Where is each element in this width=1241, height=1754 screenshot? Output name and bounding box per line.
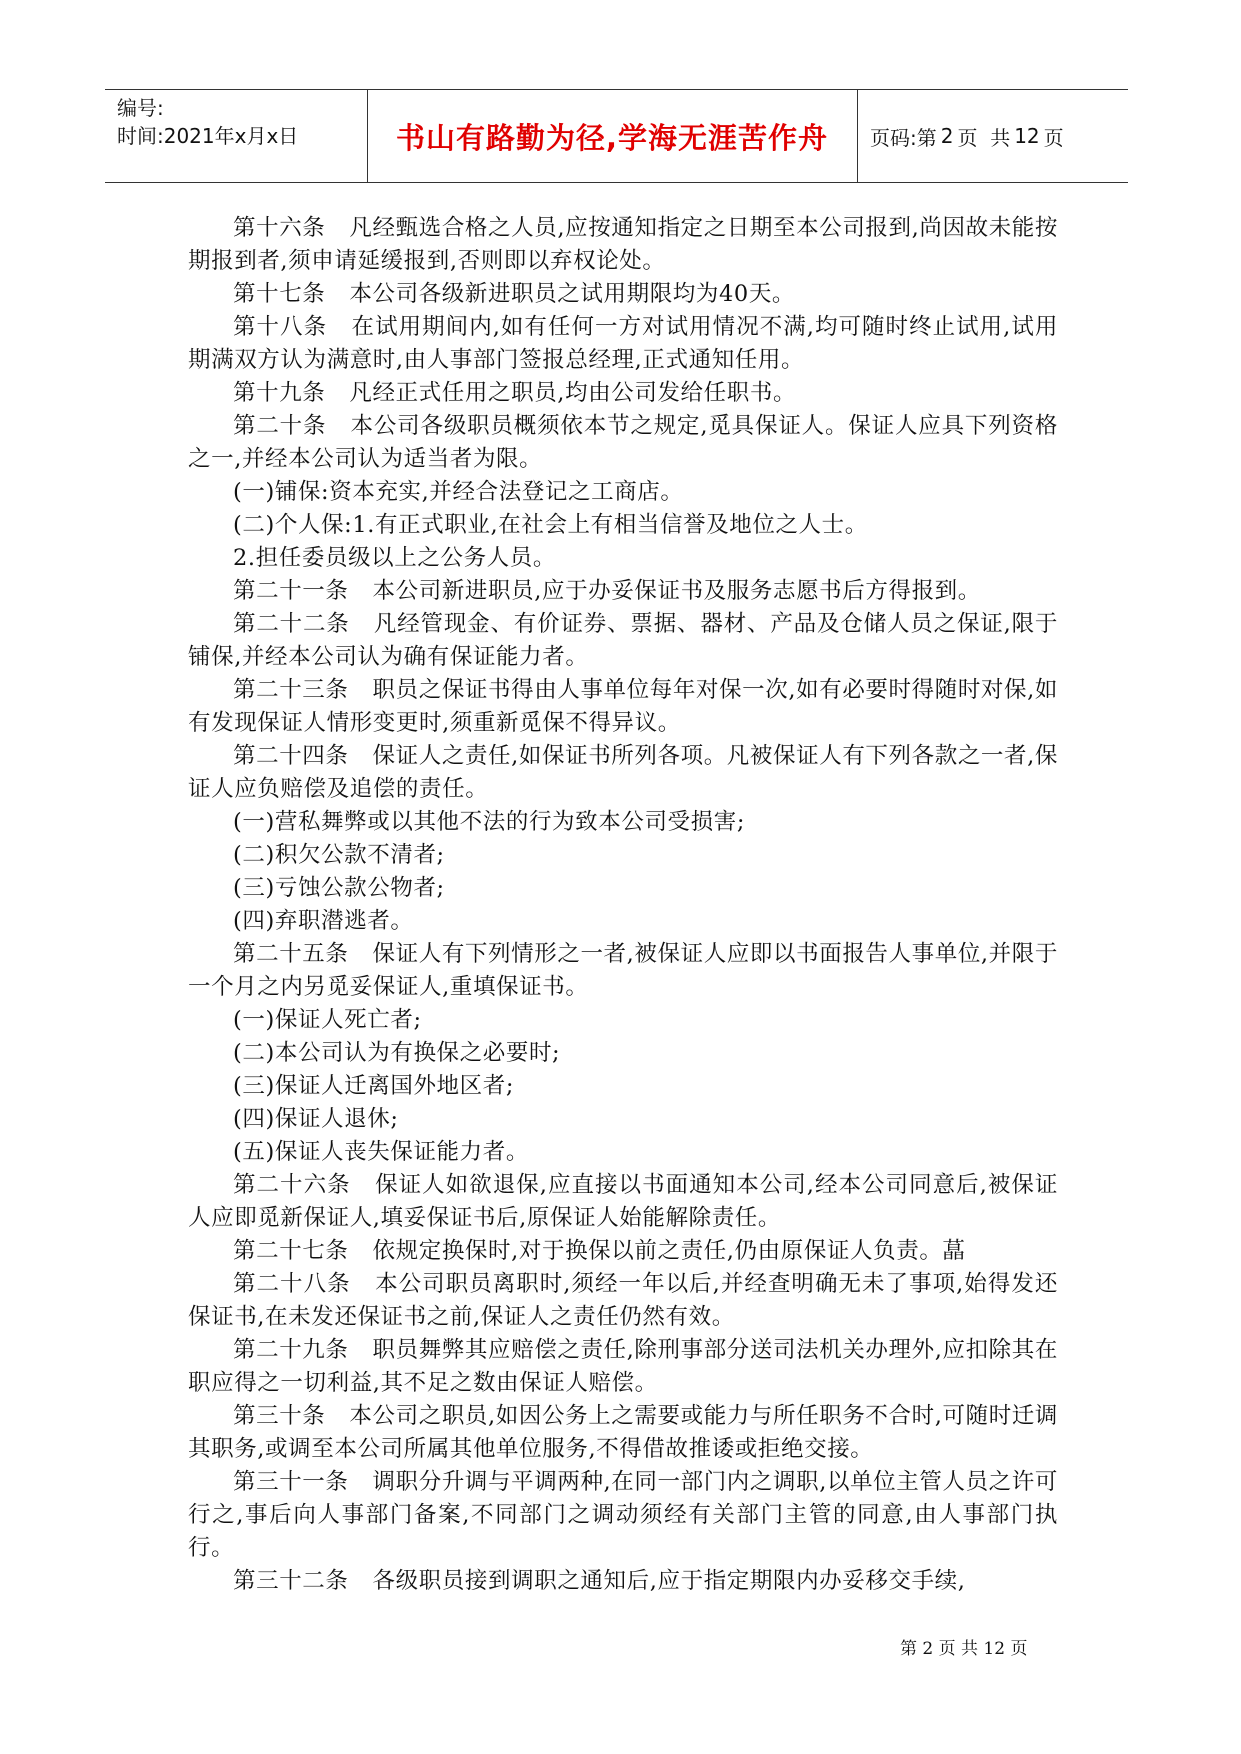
article-number: 第二十八条 xyxy=(233,1271,351,1297)
page-label: 页 xyxy=(1043,125,1064,150)
article-number: 第二十二条 xyxy=(233,611,350,637)
article-number: 第十八条 xyxy=(233,314,328,340)
paragraph-text: 依规定换保时,对于换保以前之责任,仍由原保证人负责。蕌 xyxy=(372,1238,966,1264)
document-body xyxy=(188,212,1058,1598)
page-footer: 第 2 页 共 12 页 xyxy=(900,1639,1028,1659)
paragraph-text: 保证人如欲退保,应直接以书面通知本公司,经本公司同意后,被保证人应即觅新保证人,填妥保证书后,原保证人始能解除责任。 xyxy=(188,1172,1058,1231)
article-paragraph xyxy=(188,575,1058,608)
paragraph-text: (二)个人保:1.有正式职业,在社会上有相当信誉及地位之人士。 xyxy=(233,512,868,538)
article-number: 第二十三条 xyxy=(233,677,349,703)
article-paragraph xyxy=(188,311,1058,377)
paragraph-text: (一)保证人死亡者; xyxy=(233,1007,422,1033)
paragraph-text: 各级职员接到调职之通知后,应于指定期限内办妥移交手续, xyxy=(372,1568,966,1594)
article-number: 第二十一条 xyxy=(233,578,349,604)
header-motto: 书山有路勤为径,学海无涯苦作舟 xyxy=(395,120,829,155)
paragraph-text: 本公司各级职员概须依本节之规定,觅具保证人。保证人应具下列资格之一,并经本公司认为适当者为限。 xyxy=(188,413,1058,472)
article-paragraph xyxy=(188,740,1058,806)
article-number: 第二十九条 xyxy=(233,1337,349,1363)
paragraph-text: 本公司新进职员,应于办妥保证书及服务志愿书后方得报到。 xyxy=(372,578,981,604)
article-paragraph xyxy=(188,410,1058,476)
paragraph-text: 凡经管现金、有价证券、票据、器材、产品及仓储人员之保证,限于铺保,并经本公司认为确有保证能力者。 xyxy=(188,611,1058,670)
clause-item xyxy=(188,1004,1058,1037)
header-page-info xyxy=(870,90,1120,182)
article-paragraph xyxy=(188,1268,1058,1334)
clause-item xyxy=(188,872,1058,905)
paragraph-text: 凡经甄选合格之人员,应按通知指定之日期至本公司报到,尚因故未能按期报到者,须申请延缓报到,否则即以弃权论处。 xyxy=(188,215,1058,274)
article-number: 第二十六条 xyxy=(233,1172,351,1198)
article-number: 第二十四条 xyxy=(233,743,349,769)
paragraph-text: 在试用期间内,如有任何一方对试用情况不满,均可随时终止试用,试用期满双方认为满意时,由人事部门签报总经理,正式通知任用。 xyxy=(188,314,1058,373)
article-number: 第二十五条 xyxy=(233,941,349,967)
clause-item xyxy=(188,839,1058,872)
paragraph-text: (一)铺保:资本充实,并经合法登记之工商店。 xyxy=(233,479,684,505)
number-label: 编号: xyxy=(117,96,164,120)
article-number: 第二十条 xyxy=(233,413,327,439)
article-number: 第十七条 xyxy=(233,281,326,307)
article-paragraph xyxy=(188,608,1058,674)
paragraph-text: (四)弃职潜逃者。 xyxy=(233,908,414,934)
clause-item xyxy=(188,509,1058,542)
article-number: 第三十条 xyxy=(233,1403,326,1429)
page-number: 2 xyxy=(940,124,954,148)
clause-item xyxy=(188,806,1058,839)
article-number: 第十六条 xyxy=(233,215,326,241)
clause-item xyxy=(188,1103,1058,1136)
clause-item xyxy=(188,542,1058,575)
article-paragraph xyxy=(188,1169,1058,1235)
page-label: 页 共 xyxy=(957,125,1011,150)
paragraph-text: (五)保证人丧失保证能力者。 xyxy=(233,1139,529,1165)
paragraph-text: (二)积欠公款不清者; xyxy=(233,842,445,868)
article-number: 第三十二条 xyxy=(233,1568,349,1594)
paragraph-text: 本公司各级新进职员之试用期限均为40天。 xyxy=(349,281,796,307)
article-paragraph xyxy=(188,1400,1058,1466)
article-paragraph xyxy=(188,212,1058,278)
article-number: 第二十七条 xyxy=(233,1238,349,1264)
time-label: 时间:2021年x月x日 xyxy=(117,124,299,148)
article-paragraph xyxy=(188,278,1058,311)
paragraph-text: (一)营私舞弊或以其他不法的行为致本公司受损害; xyxy=(233,809,746,835)
paragraph-text: 调职分升调与平调两种,在同一部门内之调职,以单位主管人员之许可行之,事后向人事部门备案,不同部门之调动须经有关部门主管的同意,由人事部门执行。 xyxy=(188,1469,1058,1561)
article-paragraph xyxy=(188,377,1058,410)
document-header xyxy=(105,89,1128,183)
clause-item xyxy=(188,1070,1058,1103)
paragraph-text: (二)本公司认为有换保之必要时; xyxy=(233,1040,561,1066)
paragraph-text: (三)保证人迁离国外地区者; xyxy=(233,1073,515,1099)
header-meta xyxy=(117,94,362,150)
paragraph-text: 凡经正式任用之职员,均由公司发给任职书。 xyxy=(349,380,797,406)
paragraph-text: 职员之保证书得由人事单位每年对保一次,如有必要时得随时对保,如有发现保证人情形变更时,须重新觅保不得异议。 xyxy=(188,677,1058,736)
clause-item xyxy=(188,905,1058,938)
article-paragraph xyxy=(188,1565,1058,1598)
article-paragraph xyxy=(188,1466,1058,1565)
paragraph-text: (三)亏蚀公款公物者; xyxy=(233,875,445,901)
paragraph-text: 保证人之责任,如保证书所列各项。凡被保证人有下列各款之一者,保证人应负赔偿及追偿的责任。 xyxy=(188,743,1058,802)
paragraph-text: 本公司之职员,如因公务上之需要或能力与所任职务不合时,可随时迁调其职务,或调至本公司所属其他单位服务,不得借故推诿或拒绝交接。 xyxy=(188,1403,1058,1462)
article-paragraph xyxy=(188,938,1058,1004)
paragraph-text: 本公司职员离职时,须经一年以后,并经查明确无未了事项,始得发还保证书,在未发还保证书之前,保证人之责任仍然有效。 xyxy=(188,1271,1058,1330)
article-paragraph xyxy=(188,674,1058,740)
article-number: 第三十一条 xyxy=(233,1469,349,1495)
page-label: 页码:第 xyxy=(870,125,937,150)
page-total: 12 xyxy=(1014,124,1040,148)
clause-item xyxy=(188,1037,1058,1070)
article-paragraph xyxy=(188,1334,1058,1400)
paragraph-text: 职员舞弊其应赔偿之责任,除刑事部分送司法机关办理外,应扣除其在职应得之一切利益,其不足之数由保证人赔偿。 xyxy=(188,1337,1058,1396)
header-divider xyxy=(857,90,858,182)
article-number: 第十九条 xyxy=(233,380,326,406)
clause-item xyxy=(188,476,1058,509)
paragraph-text: (四)保证人退休; xyxy=(233,1106,399,1132)
paragraph-text: 2.担任委员级以上之公务人员。 xyxy=(233,545,556,571)
article-paragraph xyxy=(188,1235,1058,1268)
clause-item xyxy=(188,1136,1058,1169)
paragraph-text: 保证人有下列情形之一者,被保证人应即以书面报告人事单位,并限于一个月之内另觅妥保证人,重填保证书。 xyxy=(188,941,1058,1000)
